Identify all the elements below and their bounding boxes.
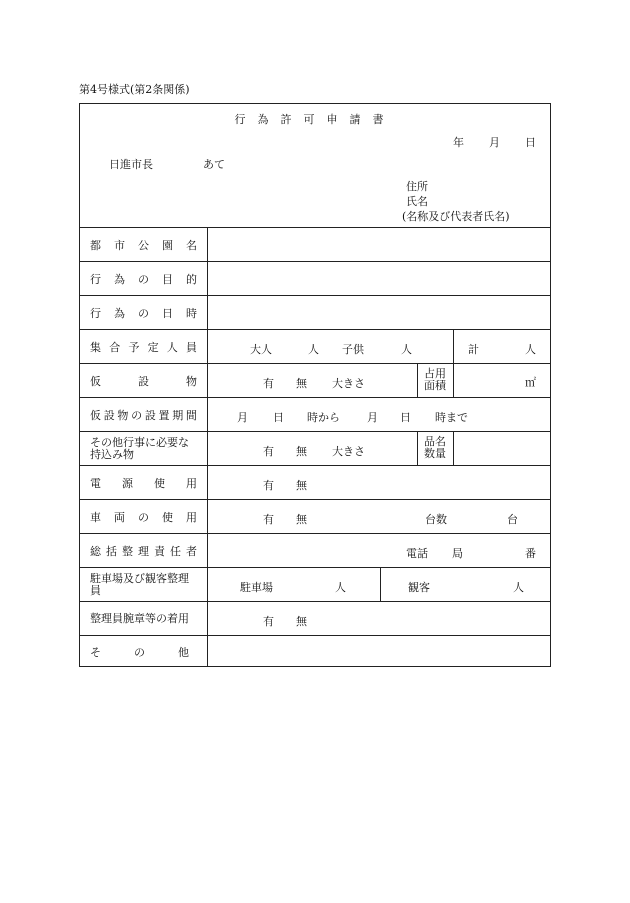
total-label: 計	[468, 343, 479, 356]
label-char: そ	[90, 645, 101, 659]
label-char: 括	[106, 544, 117, 558]
end-time: 時まで	[435, 411, 468, 424]
label-char: 為	[114, 272, 125, 286]
size-label: 大きさ	[332, 445, 365, 458]
row-installation-period	[80, 397, 550, 431]
phone-exchange: 局	[452, 547, 463, 560]
row-attendants	[80, 567, 550, 601]
label-char: 都	[90, 238, 101, 252]
label-char: 電	[90, 476, 101, 490]
phone-label: 電話	[406, 547, 428, 560]
label-char: 任	[170, 544, 181, 558]
label-char: 期	[172, 408, 184, 422]
row-label	[90, 305, 197, 321]
label-char: 責	[154, 544, 165, 558]
area-unit: ㎡	[525, 376, 536, 389]
label-char: 理	[138, 544, 149, 558]
label-char: 園	[162, 238, 173, 252]
no-option: 無	[296, 615, 307, 628]
label-char: 集	[90, 340, 101, 354]
parking-unit: 人	[335, 581, 346, 594]
start-day: 日	[273, 411, 284, 424]
row-label	[90, 407, 197, 423]
label-char: 用	[186, 510, 197, 524]
row-label	[90, 509, 197, 525]
yes-option: 有	[263, 445, 274, 458]
label-char: 人	[166, 340, 178, 354]
yes-option: 有	[263, 513, 274, 526]
start-month: 月	[237, 411, 248, 424]
label-char: 車	[90, 510, 101, 524]
addressee-name: 日進市長	[109, 158, 153, 171]
label-char: 使	[162, 510, 173, 524]
label-char: 総	[90, 544, 101, 558]
label-char: 設	[138, 374, 149, 388]
no-option: 無	[296, 479, 307, 492]
row-label	[90, 339, 197, 355]
label-char: 物	[117, 408, 129, 422]
label-char: 市	[114, 238, 125, 252]
size-label: 大きさ	[332, 377, 365, 390]
label-char: の	[138, 272, 149, 286]
row-label	[90, 373, 197, 389]
applicant-name-label: 氏名	[406, 195, 428, 208]
row-label	[90, 644, 189, 660]
item-quantity-label	[424, 436, 446, 460]
label-char: 日	[162, 306, 173, 320]
total-unit: 人	[525, 343, 536, 356]
label-char: 他	[178, 645, 189, 659]
child-label: 子供	[342, 343, 364, 356]
label-char: 目	[162, 272, 173, 286]
row-label: 整理員腕章等の着用	[90, 611, 189, 625]
no-option: 無	[296, 377, 307, 390]
row-power-usage	[80, 465, 550, 499]
label-char: の	[138, 306, 149, 320]
row-label	[90, 475, 197, 491]
label-char: 者	[186, 544, 197, 558]
label-char: 源	[122, 476, 133, 490]
row-vehicle-use	[80, 499, 550, 533]
row-purpose	[80, 261, 550, 295]
label-char: の	[131, 408, 143, 422]
label-char: 為	[114, 306, 125, 320]
row-manager	[80, 533, 550, 567]
yes-option: 有	[263, 377, 274, 390]
audience-unit: 人	[513, 581, 524, 594]
label-char: 時	[186, 306, 197, 320]
label-char: 的	[186, 272, 197, 286]
label-char: 仮	[90, 408, 101, 422]
yes-option: 有	[263, 615, 274, 628]
adult-label: 大人	[250, 343, 272, 356]
label-char: 用	[186, 476, 197, 490]
form-title: 行為許可申請書	[234, 113, 396, 126]
no-option: 無	[296, 513, 307, 526]
label-char: 定	[147, 340, 159, 354]
application-form	[79, 103, 551, 667]
label-char: の	[138, 510, 149, 524]
row-label: 駐車場及び観客整理員	[90, 571, 189, 597]
adult-unit: 人	[308, 343, 319, 356]
label-char: 予	[128, 340, 140, 354]
label-char: 仮	[90, 374, 101, 388]
no-option: 無	[296, 445, 307, 458]
label-char: 合	[109, 340, 121, 354]
label-char: 行	[90, 306, 101, 320]
date-day: 日	[525, 136, 536, 149]
vehicle-count-label: 台数	[425, 513, 447, 526]
end-month: 月	[367, 411, 378, 424]
parking-label: 駐車場	[240, 581, 273, 594]
item-name-line: 品名	[424, 435, 446, 448]
applicant-name-note: (名称及び代表者氏名)	[402, 210, 510, 223]
yes-option: 有	[263, 479, 274, 492]
label-char: 間	[185, 408, 197, 422]
row-attendance	[80, 329, 550, 363]
row-label	[90, 271, 197, 287]
vehicle-count-unit: 台	[507, 513, 518, 526]
date-year: 年	[453, 136, 464, 149]
audience-label: 観客	[408, 581, 430, 594]
applicant-address-label: 住所	[406, 180, 428, 193]
form-number: 第4号様式(第2条関係)	[79, 83, 190, 96]
label-char: 設	[103, 408, 115, 422]
start-time: 時から	[307, 411, 340, 424]
occupied-area-label	[424, 368, 446, 392]
label-char: 使	[154, 476, 165, 490]
label-char: 名	[186, 238, 197, 252]
row-armband	[80, 601, 550, 635]
child-unit: 人	[401, 343, 412, 356]
row-temporary-structure	[80, 363, 550, 397]
addressee-suffix: あて	[203, 158, 225, 171]
label-char: 整	[122, 544, 133, 558]
label-char: 行	[90, 272, 101, 286]
row-label	[90, 237, 197, 253]
label-char: 物	[186, 374, 197, 388]
end-day: 日	[400, 411, 411, 424]
label-char: 公	[138, 238, 149, 252]
row-park-name	[80, 227, 550, 261]
occupied-area-line1: 占用	[424, 367, 446, 380]
label-char: 員	[185, 340, 197, 354]
label-char: 置	[158, 408, 170, 422]
row-label	[90, 543, 197, 559]
row-datetime	[80, 295, 550, 329]
row-label: その他行事に必要な持込み物	[90, 435, 189, 461]
phone-number: 番	[525, 547, 536, 560]
occupied-area-line2: 面積	[424, 379, 446, 392]
label-char: 両	[114, 510, 125, 524]
item-quantity-line: 数量	[424, 447, 446, 460]
label-char: の	[134, 645, 145, 659]
row-other	[80, 635, 550, 667]
row-other-items	[80, 431, 550, 465]
date-month: 月	[489, 136, 500, 149]
label-char: 設	[144, 408, 156, 422]
